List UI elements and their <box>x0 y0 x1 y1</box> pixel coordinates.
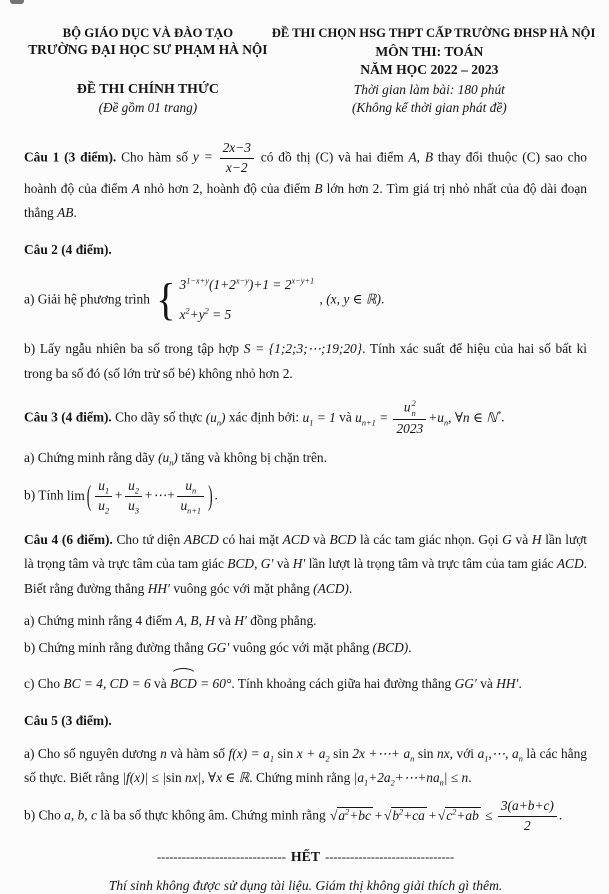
question-3b: b) Tính lim ( $\frac{u_1}{u_2}$ + $\frac{u_2}{u_3}$ +⋯+ $\frac{u_n}{u_{n+1}}$ ) . <box>24 478 218 516</box>
question-2-heading: Câu 2 (4 điểm). <box>24 242 112 258</box>
subject-line: MÔN THI: TOÁN <box>375 44 484 59</box>
question-5a: a) Cho số nguyên dương n và hàm số $f(x) = a_1$ $\sin x + a_2$ sin 2x +⋯+ $a_n$ sin nx, với $a_1,\cdots$, $a_n$ là các hằng số thực. Biết rằng |f(x)| ≤ |sin nx|, ∀x ∈ ℝ. Chứng minh rằng $|a_1+2a_2+\cdots+na_n| \le n$. <box>24 745 587 788</box>
questions-section <box>24 140 587 835</box>
exam-note: Thí sinh không được sử dụng tài liệu. Giám thị không giải thích gì thêm. <box>108 877 503 893</box>
question-4: Câu 4 (6 điểm). Cho tứ diện ABCD có hai mặt ACD và BCD là các tam giác nhọn. Gọi G và H lần lượt là trọng tâm và trực tâm của tam giác BCD, G′ và H′ lần lượt là trọng tâm và trực tâm của tam giác ACD. Biết rằng đường thẳng HH′ vuông góc với mặt phẳng (ACD). <box>24 531 588 596</box>
duration-line: Thời gian làm bài: 180 phút <box>353 82 505 97</box>
question-2b: b) Lấy ngẫu nhiên ba số trong tập hợp S = {1;2;3;⋯;19;20}. Tính xác suất để hiệu của hai số bất kì trong ba số đó (số lớn trừ số bé) không nhỏ hơn 2. <box>24 341 587 381</box>
scan-artifact <box>10 0 24 4</box>
dashes-left: ------------------------------- <box>156 849 286 864</box>
exam-page <box>24 26 596 894</box>
school-year-line: NĂM HỌC 2022 – 2023 <box>360 62 499 77</box>
exam-title: ĐỀ THI CHỌN HSG THPT CẤP TRƯỜNG ĐHSP HÀ NỘI <box>271 26 596 40</box>
issuer-block <box>24 26 272 116</box>
duration-note: (Không kể thời gian phát đề) <box>351 100 507 115</box>
dashes-right: ------------------------------- <box>325 849 455 864</box>
end-label: HẾT <box>290 848 321 864</box>
question-3a: a) Chứng minh rằng dãy $(u_n)$ tăng và không bị chặn trên. <box>24 450 327 468</box>
question-1: Câu 1 (3 điểm). Cho hàm số y = $\frac{2x-3}{x-2}$ có đồ thị (C) và hai điểm A, B thay đổi thuộc (C) sao cho hoành độ của điểm A nhỏ hơn 2, hoành độ của điểm B lớn hơn 2. Tìm giá trị nhỏ nhất của độ dài đoạn thẳng AB. <box>24 140 587 220</box>
question-3: Câu 3 (4 điểm). Cho dãy số thực $(u_n)$ xác định bởi: $u_1 = 1$ và $u_{n+1}$ = u 2 n 2023 $+u_n$, ∀n ∈ ℕ*. <box>24 399 505 437</box>
exam-header <box>24 26 596 116</box>
question-4c: c) Cho BC = 4, CD = 6 và BCD = 60°. Tính khoảng cách giữa hai đường thẳng GG′ và HH′. <box>24 668 587 696</box>
issuer-ministry: BỘ GIÁO DỤC VÀ ĐÀO TẠO <box>62 26 234 40</box>
exam-footer <box>24 849 587 894</box>
question-5b: b) Cho a, b, c là ba số thực không âm. Chứng minh rằng $√a^2+bc +√b^2+ca +√c^2+ab$ ≤ $\frac{3(a+b+c)}{2}$ . <box>24 798 563 834</box>
official-exam-label: ĐỀ THI CHÍNH THỨC <box>76 81 219 96</box>
question-4b: b) Chứng minh rằng đường thẳng GG′ vuông góc với mặt phẳng (BCD). <box>24 639 412 655</box>
exam-info-block <box>271 26 596 116</box>
issuer-university: TRƯỜNG ĐẠI HỌC SƯ PHẠM HÀ NỘI <box>28 42 268 57</box>
end-separator <box>24 849 587 865</box>
question-2a: a) Giải hệ phương trình { $3^{1-x+y}(1+2^{x-y})+1 = 2^{x-y+1}$ $x^2+y^2 = 5$ , (x, y ∈ ℝ). <box>24 274 385 325</box>
question-4a: a) Chứng minh rằng 4 điểm A, B, H và H′ đồng phẳng. <box>24 613 317 629</box>
question-5-heading: Câu 5 (3 điểm). <box>24 713 112 729</box>
page-count-note: (Đề gồm 01 trang) <box>98 100 198 115</box>
